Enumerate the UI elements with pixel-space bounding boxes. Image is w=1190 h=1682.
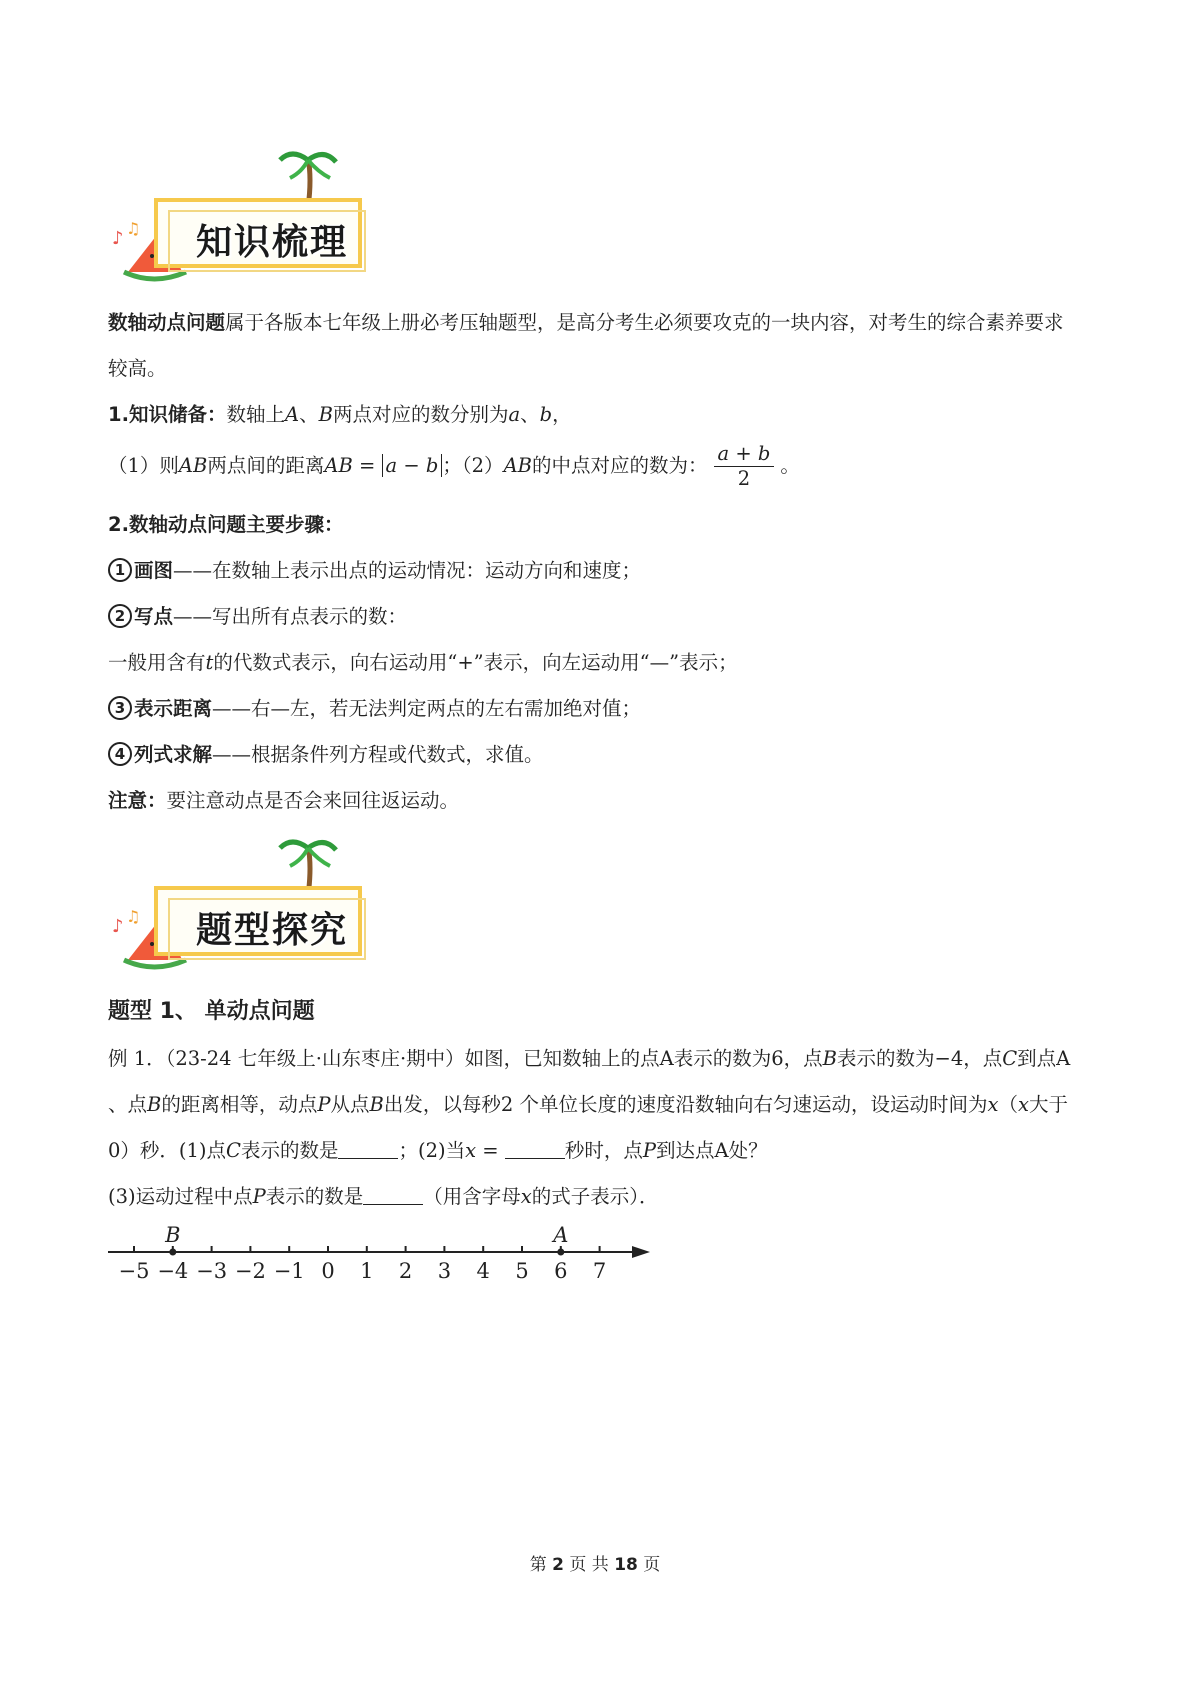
text: （用含字母 bbox=[423, 1185, 521, 1208]
svg-text:♫: ♫ bbox=[126, 219, 141, 238]
knowledge-text: 两点对应的数分别为 bbox=[332, 403, 509, 426]
text: 到达点A处？ bbox=[655, 1139, 768, 1162]
punctuation: 。 bbox=[780, 454, 800, 477]
var-P: P bbox=[642, 1139, 656, 1162]
text: 秒时，点 bbox=[564, 1139, 643, 1162]
question-3 bbox=[108, 1174, 1080, 1220]
text: ；（2） bbox=[442, 454, 504, 477]
text: 的代数式表示，向右运动用“+”表示，向左运动用“—”表示； bbox=[213, 651, 738, 674]
page-number: 2 bbox=[552, 1555, 564, 1575]
tick-label: −4 bbox=[157, 1259, 189, 1283]
text: 表示的数是 bbox=[265, 1185, 364, 1208]
point-B-label: B bbox=[165, 1223, 181, 1247]
step-2-extra bbox=[108, 640, 1080, 686]
var-AB: AB bbox=[503, 454, 532, 477]
knowledge-label: 1.知识储备： bbox=[108, 403, 227, 426]
var-B: B bbox=[822, 1047, 837, 1070]
circled-number: 3 bbox=[108, 696, 132, 720]
var-B: B bbox=[369, 1093, 384, 1116]
text: （1）则 bbox=[108, 454, 179, 477]
step-bold: 写点 bbox=[134, 605, 174, 628]
answer-blank-2[interactable] bbox=[505, 1138, 565, 1159]
var-P: P bbox=[252, 1185, 266, 1208]
punctuation: ， bbox=[552, 403, 572, 426]
var-A: A bbox=[285, 403, 300, 426]
step-text: ——根据条件列方程或代数式，求值。 bbox=[212, 743, 544, 766]
text: 表示的数为−4，点 bbox=[837, 1047, 1003, 1070]
step-text: ——在数轴上表示出点的运动情况：运动方向和速度； bbox=[173, 559, 642, 582]
intro-bold: 数轴动点问题 bbox=[108, 311, 226, 334]
tick-label: 4 bbox=[476, 1259, 490, 1283]
section-banner-types bbox=[112, 836, 372, 971]
intro-text: 属于各版本七年级上册必考压轴题型，是高分考生必须要攻克的一块内容，对考生的综合素养要求较高。 bbox=[108, 311, 1064, 380]
footer-text: 第 bbox=[529, 1555, 553, 1575]
step-text: ——右—左，若无法判定两点的左右需加绝对值； bbox=[212, 697, 642, 720]
section-banner-knowledge bbox=[112, 148, 372, 283]
note-text: 要注意动点是否会来回往返运动。 bbox=[166, 789, 460, 812]
section-title: 题型探究 bbox=[196, 910, 349, 951]
step-3 bbox=[108, 686, 1080, 732]
footer-text: 页 共 bbox=[563, 1555, 615, 1575]
step-4 bbox=[108, 732, 1080, 778]
circled-number: 2 bbox=[108, 604, 132, 628]
midpoint-fraction bbox=[714, 442, 775, 491]
intro-paragraph bbox=[108, 300, 1080, 392]
var-t: t bbox=[205, 651, 214, 674]
tick-label: −1 bbox=[273, 1259, 305, 1283]
step-1 bbox=[108, 548, 1080, 594]
var-B: B bbox=[147, 1093, 162, 1116]
text: ；(2)当 bbox=[398, 1139, 466, 1162]
var-x: x bbox=[987, 1093, 999, 1116]
var-x: x bbox=[1017, 1093, 1029, 1116]
fraction-numerator: a + b bbox=[714, 442, 775, 467]
tick-label: 6 bbox=[554, 1259, 568, 1283]
text: 一般用含有 bbox=[108, 651, 206, 674]
tick-label: 7 bbox=[592, 1259, 607, 1283]
text: 表示的数是 bbox=[240, 1139, 339, 1162]
answer-blank-1[interactable] bbox=[338, 1138, 398, 1159]
tick-label: 5 bbox=[515, 1259, 529, 1283]
text: 例 1．（23-24 七年级上·山东枣庄·期中）如图，已知数轴上的点A表示的数为6，点 bbox=[108, 1047, 823, 1070]
tick-label: −2 bbox=[234, 1259, 266, 1283]
separator: 、 bbox=[520, 403, 540, 426]
text: （ bbox=[998, 1093, 1018, 1116]
separator: 、 bbox=[299, 403, 319, 426]
step-2 bbox=[108, 594, 1080, 640]
text: 的距离相等，动点 bbox=[161, 1093, 318, 1116]
var-P: P bbox=[317, 1093, 331, 1116]
tick-label: −3 bbox=[196, 1259, 228, 1283]
fraction-denominator: 2 bbox=[737, 467, 751, 490]
var-x: x bbox=[520, 1185, 532, 1208]
text: 的中点对应的数为： bbox=[531, 454, 708, 477]
var-AB: AB bbox=[178, 454, 208, 477]
footer-text: 页 bbox=[637, 1555, 661, 1575]
tick-label: 3 bbox=[437, 1259, 452, 1283]
text: 大于0）秒．(1)点 bbox=[108, 1093, 1068, 1162]
circled-number: 1 bbox=[108, 558, 132, 582]
var-b: b bbox=[539, 403, 553, 426]
example-paragraph bbox=[108, 1036, 1080, 1174]
knowledge-line-2 bbox=[108, 440, 1080, 492]
answer-blank-3[interactable] bbox=[363, 1184, 423, 1205]
step-text: ——写出所有点表示的数： bbox=[173, 605, 408, 628]
step-bold: 表示距离 bbox=[134, 697, 213, 720]
text: 的式子表示）． bbox=[531, 1185, 659, 1208]
knowledge-line-1 bbox=[108, 392, 1080, 438]
text: = bbox=[476, 1139, 505, 1162]
step-bold: 列式求解 bbox=[134, 743, 213, 766]
text: 两点间的距离 bbox=[207, 454, 325, 477]
note-label: 注意： bbox=[108, 789, 167, 812]
svg-text:♪: ♪ bbox=[112, 228, 124, 249]
var-AB: AB bbox=[324, 454, 353, 477]
number-line-figure bbox=[104, 1222, 664, 1294]
page-footer bbox=[0, 1550, 1190, 1575]
steps-label: 2.数轴动点问题主要步骤： bbox=[108, 513, 344, 536]
var-C: C bbox=[1002, 1047, 1018, 1070]
section-title: 知识梳理 bbox=[196, 222, 349, 263]
step-bold: 画图 bbox=[134, 559, 174, 582]
text: 到点A 、点 bbox=[108, 1047, 1071, 1116]
svg-text:♪: ♪ bbox=[112, 916, 124, 937]
page-total: 18 bbox=[614, 1555, 638, 1575]
var-B: B bbox=[318, 403, 333, 426]
abs-expression: a − b bbox=[382, 454, 443, 477]
tick-label: −5 bbox=[118, 1259, 150, 1283]
text: (3)运动过程中点 bbox=[108, 1185, 253, 1208]
note-line bbox=[108, 778, 1080, 824]
axis-arrow-icon bbox=[632, 1246, 650, 1258]
text: 从点 bbox=[330, 1093, 370, 1116]
tick-label: 1 bbox=[360, 1259, 374, 1283]
text: 出发，以每秒2 个单位长度的速度沿数轴向右匀速运动，设运动时间为 bbox=[383, 1093, 988, 1116]
point-B-dot bbox=[169, 1249, 176, 1256]
tick-label: 2 bbox=[398, 1259, 413, 1283]
knowledge-text: 数轴上 bbox=[226, 403, 285, 426]
var-x: x bbox=[465, 1139, 477, 1162]
svg-text:♫: ♫ bbox=[126, 907, 141, 926]
equals: = bbox=[352, 454, 382, 477]
point-A-label: A bbox=[553, 1223, 569, 1247]
type-heading: 题型 1、 单动点问题 bbox=[108, 999, 315, 1024]
var-a: a bbox=[508, 403, 521, 426]
circled-number: 4 bbox=[108, 742, 132, 766]
point-A-dot bbox=[557, 1249, 564, 1256]
var-C: C bbox=[226, 1139, 241, 1162]
tick-label: 0 bbox=[321, 1259, 335, 1283]
